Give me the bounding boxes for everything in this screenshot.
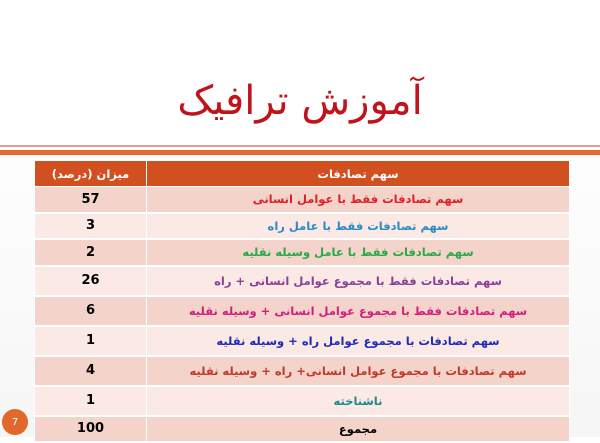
- table-row: [35, 326, 570, 356]
- row-value: 2: [35, 239, 147, 266]
- row-description: سهم تصادفات فقط با مجموع عوامل انسانی + راه: [147, 266, 570, 296]
- row-value: 3: [35, 213, 147, 240]
- header-description: سهم تصادفات: [147, 161, 570, 187]
- table-header-row: [35, 161, 570, 187]
- table-row: [35, 386, 570, 416]
- table-row: [35, 187, 570, 213]
- table-row-total: [35, 416, 570, 443]
- row-value: 1: [35, 386, 147, 416]
- table-row: [35, 239, 570, 266]
- slide-title: آموزش ترافیک: [177, 78, 423, 124]
- title-divider-thick: [0, 150, 600, 155]
- row-value: 1: [35, 326, 147, 356]
- accident-share-table: [34, 160, 570, 443]
- table-row: [35, 296, 570, 326]
- row-description: سهم تصادفات فقط با عامل راه: [147, 213, 570, 240]
- row-description: سهم تصادفات فقط با مجموع عوامل انسانی + وسیله نقلیه: [147, 296, 570, 326]
- row-description: سهم تصادفات فقط با عامل وسیله نقلیه: [147, 239, 570, 266]
- row-value: 57: [35, 187, 147, 213]
- row-description: سهم تصادفات با مجموع عوامل راه + وسیله نقلیه: [147, 326, 570, 356]
- title-divider-thin: [0, 145, 600, 147]
- row-description-total: مجموع: [147, 416, 570, 443]
- table-row: [35, 213, 570, 240]
- table-row: [35, 356, 570, 386]
- page-number-badge: 7: [2, 409, 28, 435]
- header-value: میزان (درصد): [35, 161, 147, 187]
- row-value: 6: [35, 296, 147, 326]
- row-value: 26: [35, 266, 147, 296]
- row-description: ناشناخته: [147, 386, 570, 416]
- row-description: سهم تصادفات با مجموع عوامل انسانی+ راه + وسیله نقلیه: [147, 356, 570, 386]
- row-description: سهم تصادفات فقط با عوامل انسانی: [147, 187, 570, 213]
- table-row: [35, 266, 570, 296]
- row-value: 4: [35, 356, 147, 386]
- row-value-total: 100: [35, 416, 147, 443]
